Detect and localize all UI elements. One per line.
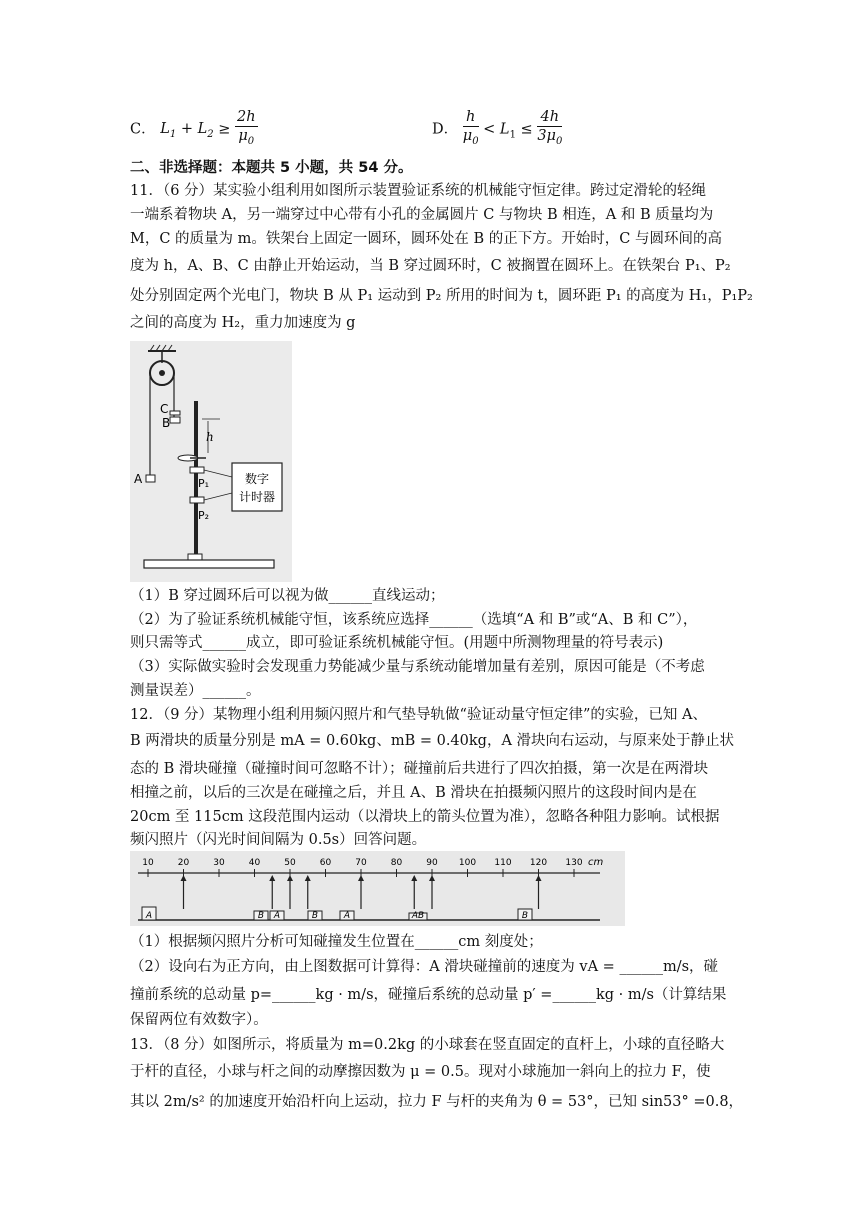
option-c-label: C． (130, 121, 156, 138)
label-c: C (160, 402, 169, 416)
q11-line-2: 一端系着物块 A，另一端穿过中心带有小孔的金属圆片 C 与物块 B 相连，A 和 B 质量均为 (130, 207, 714, 223)
ruler-tick-label: 90 (426, 858, 438, 868)
ruler-tick-label: 80 (390, 858, 403, 868)
strobe-arrow-head (358, 875, 364, 881)
q13-line-1: 13．（8 分）如图所示，将质量为 m=0.2kg 的小球套在竖直固定的直杆上，小球的直径略大 (130, 1037, 725, 1053)
q11-line-3: M，C 的质量为 m。铁架台上固定一圆环，圆环处在 B 的正下方。开始时，C 与圆环间的高 (130, 231, 722, 247)
strobe-arrow-head (305, 875, 311, 881)
ruler-ticks (142, 858, 583, 877)
q11-sub-1: （1）B 穿过圆环后可以视为做______直线运动； (130, 588, 445, 604)
ruler-unit: cm (588, 857, 604, 868)
ruler-tick-label: 10 (142, 858, 154, 868)
slider-block-label: A (145, 911, 153, 921)
option-c-den-mu: μ (238, 128, 248, 144)
q13-line-2: 于杆的直径，小球与杆之间的动摩擦因数为 μ = 0.5。现对小球施加一斜向上的拉力 F，使 (130, 1064, 711, 1080)
block-a (146, 475, 155, 482)
slider-block-label: B (257, 911, 265, 921)
option-d-den2: $3\mu_0$ (537, 128, 563, 147)
q12-sub-2b: 撞前系统的总动量 p=______kg · m/s，碰撞后系统的总动量 p′ =______kg · m/s（计算结果 (130, 987, 727, 1003)
stand-base (144, 560, 274, 568)
option-c-num: 2h (236, 109, 256, 125)
strobe-arrow-head (287, 875, 293, 881)
strobe-arrow-head (411, 875, 417, 881)
q12-line-2: B 两滑块的质量分别是 mA = 0.60kg、mB = 0.40kg，A 滑块向右运动，与原来处于静止状 (130, 733, 735, 749)
strobe-arrow-head (536, 875, 542, 881)
q11-sub-2b: 则只需等式______成立，即可验证系统机械能守恒。(用题中所测物理量的符号表示) (130, 635, 664, 651)
q12-sub-2a: （2）设向右为正方向，由上图数据可计算得：A 滑块碰撞前的速度为 vA = ______m/s，碰 (130, 959, 719, 975)
strobe-arrow-head (429, 875, 435, 881)
option-d-num2: 4h (537, 108, 562, 127)
q11-line-1: 11．（6 分）某实验小组利用如图所示装置验证系统的机械能守恒定律。跨过定滑轮的轻绳 (130, 183, 707, 199)
q12-line-6: 频闪照片（闪光时间间隔为 0.5s）回答问题。 (130, 832, 427, 848)
slider-block-label: B (311, 911, 319, 921)
block-b (170, 417, 180, 423)
option-d-num1: h (463, 108, 479, 127)
q11-line-4: 度为 h，A、B、C 由静止开始运动，当 B 穿过圆环时，C 被搁置在圆环上。在铁架台 P₁、P₂ (130, 258, 731, 274)
option-c-op: ≥ (218, 121, 231, 138)
timer-label-2: 计时器 (238, 490, 276, 504)
option-c (130, 108, 258, 151)
ruler-tick-label: 40 (248, 858, 261, 868)
timer-label-1: 数字 (244, 472, 270, 486)
wire-p2 (204, 493, 232, 500)
strobe-arrow-head (269, 875, 275, 881)
ruler-tick-label: 110 (494, 858, 512, 868)
q13-line-3: 其以 2m/s² 的加速度开始沿杆向上运动，拉力 F 与杆的夹角为 θ = 53°，已知 sin53° =0.8， (130, 1094, 744, 1110)
strobe-blocks (142, 907, 532, 921)
q12-line-4: 相撞之前，以后的三次是在碰撞之后，并且 A、B 滑块在拍摄频闪照片的这段时间内是在 (130, 785, 697, 801)
option-d-fraction-2 (537, 108, 562, 151)
option-d-label: D． (432, 121, 459, 138)
slider-block-label: AB (411, 911, 425, 921)
option-d-fraction-1 (463, 108, 479, 151)
q12-line-3: 态的 B 滑块碰撞（碰撞时间可忽略不计）；碰撞前后共进行了四次拍摄，第一次是在两滑块 (130, 761, 709, 777)
label-h: h (206, 430, 214, 444)
label-b: B (162, 416, 171, 430)
pulley-axle (159, 370, 165, 376)
q11-sub-3a: （3）实际做实验时会发现重力势能减少量与系统动能增加量有差别，原因可能是（不考虑 (130, 659, 705, 675)
stand-foot (188, 554, 202, 560)
q12-sub-1: （1）根据频闪照片分析可知碰撞发生位置在______cm 刻度处； (130, 934, 543, 950)
strobe-photo (130, 851, 625, 926)
option-c-fraction (235, 108, 258, 151)
option-d-den1-mu: μ (462, 128, 473, 144)
q11-line-6: 之间的高度为 H₂，重力加速度为 g (130, 315, 356, 331)
ruler-tick-label: 60 (319, 858, 332, 868)
strobe-diagram (130, 851, 625, 926)
disk-c (170, 411, 180, 415)
slider-block-label: B (521, 911, 529, 921)
ruler-tick-label: 100 (458, 858, 477, 868)
option-d-op: ≤ (520, 121, 533, 138)
photogate-p1 (190, 467, 204, 473)
label-p2: P₂ (198, 509, 210, 522)
q12-sub-2c: 保留两位有效数字）。 (130, 1012, 268, 1028)
q12-line-5: 20cm 至 115cm 这段范围内运动（以滑块上的箭头位置为准），忽略各种阻力影响。试根据 (130, 809, 720, 825)
apparatus-figure (130, 341, 292, 582)
option-d-mid: < L (483, 121, 510, 138)
option-c-den: $\mu_0$ (238, 128, 255, 147)
ruler-tick-label: 50 (284, 858, 296, 868)
option-d-den2-mu: 3μ (537, 128, 556, 144)
q11-sub-3b: 测量误差）______。 (130, 683, 261, 699)
strobe-arrows (181, 875, 542, 909)
strobe-arrow-head (181, 875, 187, 881)
section-title: 二、非选择题：本题共 5 小题，共 54 分。 (130, 160, 413, 176)
wire-p1 (204, 470, 232, 477)
ruler-tick-label: 120 (529, 858, 548, 868)
ruler-tick-label: 70 (355, 858, 367, 868)
photogate-p2 (190, 497, 204, 503)
ruler-tick-label: 30 (213, 858, 225, 868)
ruler-tick-label: 20 (177, 858, 190, 868)
label-p1: P₁ (198, 477, 210, 490)
q11-sub-2a: （2）为了验证系统机械能守恒，该系统应选择______（选填“A 和 B”或“A、B 和 C”）， (130, 612, 698, 628)
option-c-expr: $L_1 + L_2$ (160, 121, 214, 141)
slider-block-label: A (343, 911, 351, 921)
q11-line-5: 处分别固定两个光电门，物块 B 从 P₁ 运动到 P₂ 所用的时间为 t，圆环距 P₁ 的高度为 H₁，P₁P₂ (130, 288, 753, 304)
q12-line-1: 12．（9 分）某物理小组利用频闪照片和气垫导轨做“验证动量守恒定律”的实验，已知 A、 (130, 707, 707, 723)
slider-block-label: A (273, 911, 281, 921)
apparatus-diagram (130, 341, 292, 582)
option-d: D． $\frac{h}{\mu_0}$ < $L_1$ ≤ $\frac{4h}{3\mu_0}$ (432, 108, 562, 151)
ruler-tick-label: 130 (565, 858, 583, 868)
label-a: A (134, 472, 143, 486)
option-d-den1: $\mu_0$ (462, 128, 479, 147)
